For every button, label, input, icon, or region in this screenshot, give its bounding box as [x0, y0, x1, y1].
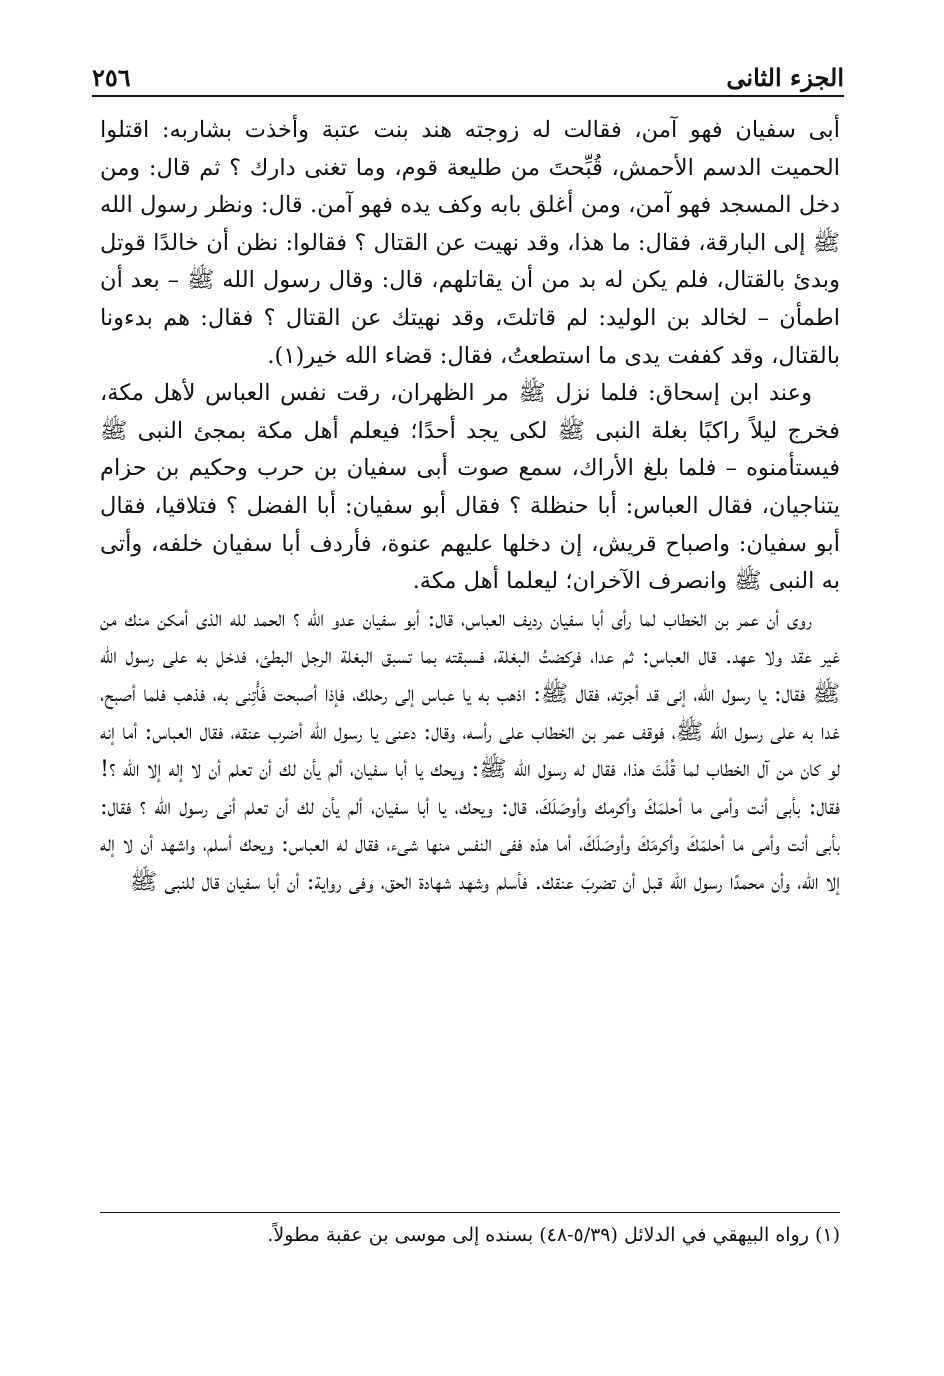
- part-title: الجزء الثانى: [726, 63, 844, 92]
- paragraph-1: أبى سفيان فهو آمن، فقالت له زوجته هند بنت عتبة وأخذت بشاربه: اقتلوا الحميت الدسم الأحمش، قُبِّحتَ من طليعة قوم، وما تغنى دارك ؟ ثم قال: ومن دخل المسجد فهو آمن، ومن أغلق بابه وكف يده فهو آمن. قال: ونظر رسول الله ﷺ إلى البارقة، فقال: ما هذا، وقد نهيت عن القتال ؟ فقالوا: نظن أن خالدًا قوتل وبدئ بالقتال، فلم يكن له بد من أن يقاتلهم، قال: وقال رسول الله ﷺ – بعد أن اطمأن – لخالد بن الوليد: لم قاتلتَ، وقد نهيتك عن القتال ؟ فقال: هم بدءونا بالقتال، وقد كففت يدى ما استطعتُ، فقال: قضاء الله خير(١).: [100, 117, 840, 369]
- main-text: [100, 112, 840, 901]
- paragraph-3: روى أن عمر بن الخطاب لما رأى أبا سفيان رديف العباس، قال: أبو سفيان عدو الله ؟ الحمد لله الذى أمكن منك من غير عقد ولا عهد. قال العباس: ثم عدا، فركضتُ البغلة، فسبقته بما تسبق البغلة الرجل البطئ، فدخل به على رسول الله ﷺ فقال: يا رسول الله، إنى قد أجرته، فقال ﷺ: اذهب به يا عباس إلى رحلك، فإذا أصبحت فَأْتِنى به، فذهب فلما أصبح، غدا به على رسول الله ﷺ، فوقف عمر بن الخطاب على رأسه، وقال: دعنى يا رسول الله أضرب عنقه، فقال العباس: أما إنه لو كان من آل الخطاب لما قُلْتَ هذا، فقال له رسول الله ﷺ: ويحك يا أبا سفيان، ألم يأن لك أن تعلم أن لا إله إلا الله ؟! فقال: بأبى أنت وأمى ما أحلمَكَ وأكرمك وأوصَلَكَ، قال: ويحك، يا أبا سفيان، ألم يأن لك أن تعلم أنى رسول الله ؟ فقال: بأبى أنت وأمى ما أحلمَكَ وأكرمَكَ وأوصَلَكَ، أما هذه ففى النفس منها شىء، فقال له العباس: ويحك أسلم، واشهد أن لا إله إلا الله، وأن محمدًا رسول الله قبل أن تضربَ عنقك. فأسلم وشهد شهادة الحق، وفى رواية: أن أبا سفيان قال للنبى ﷺ: [100, 605, 840, 895]
- footnote: (١) رواه البيهقي في الدلائل (٥/٣٩-٤٨) بسنده إلى موسى بن عقبة مطولاً.: [267, 1224, 840, 1246]
- header-rule: [92, 95, 844, 97]
- running-header: [92, 52, 844, 92]
- footnote-rule: [100, 1212, 840, 1213]
- paragraph-2: وعند ابن إسحاق: فلما نزل ﷺ مر الظهران، رقت نفس العباس لأهل مكة، فخرج ليلاً راكبًا بغلة النبى ﷺ لكى يجد أحدًا؛ فيعلم أهل مكة بمجئ النبى ﷺ فيستأمنوه – فلما بلغ الأراك، سمع صوت أبى سفيان بن حرب وحكيم بن حزام يتناجيان، فقال العباس: أبا حنظلة ؟ فقال أبو سفيان: أبا الفضل ؟ فتلاقيا، فقال أبو سفيان: واصباح قريش، إن دخلها عليهم عنوة، فأردف أبا سفيان خلفه، وأتى به النبى ﷺ وانصرف الآخران؛ ليعلما أهل مكة.: [100, 380, 840, 595]
- page-number: ٢٥٦: [92, 63, 131, 92]
